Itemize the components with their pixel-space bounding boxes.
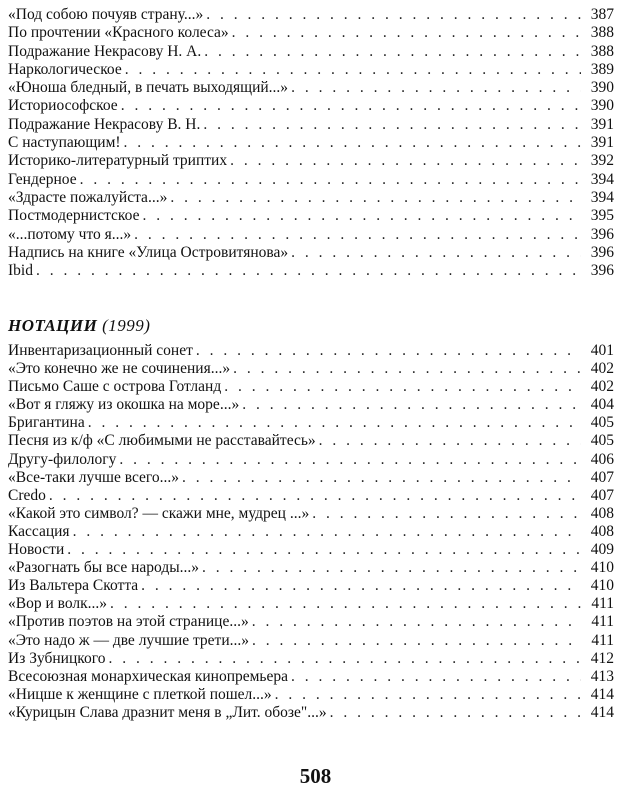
toc-entry-page: 411 xyxy=(591,613,614,631)
toc-entry xyxy=(8,171,614,189)
toc-entry-page: 404 xyxy=(590,396,614,414)
toc-entry-title: «Ницше к женщине с плеткой пошел...» xyxy=(8,685,272,703)
toc-entry-page: 391 xyxy=(590,115,614,133)
dot-leader xyxy=(125,61,581,79)
dot-leader xyxy=(275,686,581,704)
toc-entry xyxy=(8,226,614,244)
toc-entry-title: «Разогнать бы все народы...» xyxy=(8,559,200,577)
dot-leader xyxy=(182,469,581,487)
toc-entry xyxy=(8,469,614,487)
toc-entry xyxy=(8,577,614,595)
dot-leader xyxy=(80,171,581,189)
toc-entry xyxy=(8,523,614,541)
toc-entry-page: 411 xyxy=(591,631,614,649)
toc-entry xyxy=(8,595,614,613)
toc-entry-page: 390 xyxy=(590,97,614,115)
toc-entry-page: 402 xyxy=(590,378,614,396)
dot-leader xyxy=(110,595,581,613)
toc-entry xyxy=(8,134,614,152)
dot-leader xyxy=(203,116,581,134)
toc-entry xyxy=(8,396,614,414)
toc-entry-title: Наркологическое xyxy=(8,60,122,78)
toc-entry-title: Историко-литературный триптих xyxy=(8,152,228,170)
toc-list-part2 xyxy=(8,342,614,722)
toc-entry-title: Инвентаризационный сонет xyxy=(8,342,193,359)
toc-entry xyxy=(8,262,614,280)
toc-entry xyxy=(8,668,614,686)
toc-entry-title: Из Вальтера Скотта xyxy=(8,577,139,595)
toc-entry-title: «Курицын Слава дразнит меня в „Лит. обозе"...» xyxy=(8,703,327,721)
toc-entry xyxy=(8,632,614,650)
dot-leader xyxy=(230,152,581,170)
toc-entry-page: 406 xyxy=(590,450,614,468)
toc-entry-title: «Здрасте пожалуйста...» xyxy=(8,188,168,206)
toc-entry-page: 388 xyxy=(590,42,614,60)
toc-entry xyxy=(8,432,614,450)
toc-entry-page: 388 xyxy=(590,24,614,42)
dot-leader xyxy=(143,207,582,225)
dot-leader xyxy=(202,559,581,577)
toc-entry-page: 408 xyxy=(590,522,614,540)
toc-entry-page: 409 xyxy=(590,541,614,559)
toc-entry-page: 391 xyxy=(590,134,614,152)
dot-leader xyxy=(232,24,581,42)
dot-leader xyxy=(36,262,581,280)
toc-list-part1 xyxy=(8,6,614,280)
toc-entry-page: 407 xyxy=(590,468,614,486)
toc-entry xyxy=(8,79,614,97)
toc-entry-title: Кассация xyxy=(8,522,70,540)
toc-entry-page: 410 xyxy=(590,559,614,577)
toc-entry xyxy=(8,189,614,207)
dot-leader xyxy=(252,632,581,650)
toc-entry xyxy=(8,541,614,559)
toc-entry xyxy=(8,342,614,360)
toc-entry-title: С наступающим! xyxy=(8,134,121,152)
toc-entry-title: Подражание Некрасову Н. А. xyxy=(8,42,202,60)
toc-entry-title: «Под собою почуяв страну...» xyxy=(8,6,204,23)
toc-entry-title: Гендерное xyxy=(8,170,77,188)
toc-entry xyxy=(8,244,614,262)
toc-entry-page: 412 xyxy=(590,649,614,667)
toc-entry-page: 410 xyxy=(590,577,614,595)
dot-leader xyxy=(204,43,581,61)
toc-entry-page: 402 xyxy=(590,360,614,378)
dot-leader xyxy=(291,244,581,262)
section-heading xyxy=(8,316,150,336)
dot-leader xyxy=(312,505,581,523)
toc-entry-page: 396 xyxy=(590,225,614,243)
toc-entry-title: Другу-филологу xyxy=(8,450,117,468)
toc-entry-title: Письмо Саше с острова Готланд xyxy=(8,378,222,396)
toc-entry-page: 387 xyxy=(590,6,614,23)
toc-entry-page: 411 xyxy=(591,595,614,613)
toc-entry xyxy=(8,207,614,225)
toc-entry-title: Бригантина xyxy=(8,414,85,432)
toc-entry-page: 396 xyxy=(590,243,614,261)
toc-entry xyxy=(8,378,614,396)
toc-entry-title: «Вот я гляжу из окошка на море...» xyxy=(8,396,240,414)
toc-entry-title: Всесоюзная монархическая кинопремьера xyxy=(8,667,289,685)
toc-entry-page: 392 xyxy=(590,152,614,170)
dot-leader xyxy=(291,668,581,686)
toc-entry-title: «Это конечно же не сочинения...» xyxy=(8,360,231,378)
dot-leader xyxy=(206,6,581,24)
dot-leader xyxy=(121,97,581,115)
toc-entry xyxy=(8,61,614,79)
dot-leader xyxy=(49,487,581,505)
toc-entry-page: 414 xyxy=(590,685,614,703)
toc-entry-title: Ibid xyxy=(8,262,33,280)
toc-entry-title: Надпись на книге «Улица Островитянова» xyxy=(8,243,289,261)
dot-leader xyxy=(224,378,581,396)
toc-entry-title: Из Зубницкого xyxy=(8,649,106,667)
toc-entry-title: Подражание Некрасову В. Н. xyxy=(8,115,201,133)
page-number: 508 xyxy=(299,764,332,788)
toc-entry-title: «Против поэтов на этой странице...» xyxy=(8,613,249,631)
toc-entry xyxy=(8,152,614,170)
toc-entry xyxy=(8,650,614,668)
toc-entry-page: 407 xyxy=(590,486,614,504)
dot-leader xyxy=(170,189,581,207)
dot-leader xyxy=(196,342,581,360)
dot-leader xyxy=(124,134,581,152)
toc-entry-page: 394 xyxy=(590,188,614,206)
toc-entry xyxy=(8,487,614,505)
toc-entry-title: «Вор и волк...» xyxy=(8,595,108,613)
dot-leader xyxy=(319,432,581,450)
toc-entry-title: «Это надо ж — две лучшие трети...» xyxy=(8,631,249,649)
toc-entry-title: «Юноша бледный, в печать выходящий...» xyxy=(8,79,289,97)
toc-entry-page: 408 xyxy=(590,504,614,522)
toc-entry-page: 395 xyxy=(590,207,614,225)
toc-entry-page: 396 xyxy=(590,262,614,280)
toc-entry-title: «Какой это символ? — скажи мне, мудрец ...» xyxy=(8,504,310,522)
dot-leader xyxy=(73,523,581,541)
toc-entry-title: Историософское xyxy=(8,97,118,115)
toc-entry-title: Новости xyxy=(8,541,65,559)
toc-entry-page: 394 xyxy=(590,170,614,188)
toc-entry-title: Песня из к/ф «С любимыми не расставайтесь» xyxy=(8,432,316,450)
dot-leader xyxy=(242,396,581,414)
toc-entry-title: Credo xyxy=(8,486,46,504)
toc-entry-page: 405 xyxy=(590,432,614,450)
dot-leader xyxy=(109,650,582,668)
section-year: (1999) xyxy=(102,316,151,335)
toc-entry xyxy=(8,559,614,577)
dot-leader xyxy=(252,613,581,631)
toc-entry-page: 390 xyxy=(590,79,614,97)
toc-entry xyxy=(8,116,614,134)
toc-entry xyxy=(8,360,614,378)
toc-entry xyxy=(8,43,614,61)
toc-entry xyxy=(8,414,614,432)
toc-entry xyxy=(8,505,614,523)
section-title: НОТАЦИИ xyxy=(8,316,98,335)
toc-entry-title: Постмодернистское xyxy=(8,207,140,225)
toc-entry-title: По прочтении «Красного колеса» xyxy=(8,24,229,42)
toc-entry xyxy=(8,24,614,42)
toc-entry xyxy=(8,97,614,115)
toc-entry xyxy=(8,613,614,631)
dot-leader xyxy=(67,541,581,559)
toc-entry-title: «Все-таки лучше всего...» xyxy=(8,468,179,486)
toc-entry xyxy=(8,6,614,24)
dot-leader xyxy=(330,704,581,722)
toc-entry xyxy=(8,451,614,469)
dot-leader xyxy=(88,414,581,432)
dot-leader xyxy=(233,360,581,378)
dot-leader xyxy=(134,226,581,244)
toc-entry-title: «...потому что я...» xyxy=(8,225,132,243)
dot-leader xyxy=(291,79,581,97)
toc-entry xyxy=(8,704,614,722)
toc-entry-page: 405 xyxy=(590,414,614,432)
dot-leader xyxy=(119,451,581,469)
toc-entry-page: 414 xyxy=(590,703,614,721)
dot-leader xyxy=(141,577,581,595)
toc-entry xyxy=(8,686,614,704)
toc-entry-page: 389 xyxy=(590,60,614,78)
toc-entry-page: 401 xyxy=(590,342,614,359)
toc-entry-page: 413 xyxy=(590,667,614,685)
